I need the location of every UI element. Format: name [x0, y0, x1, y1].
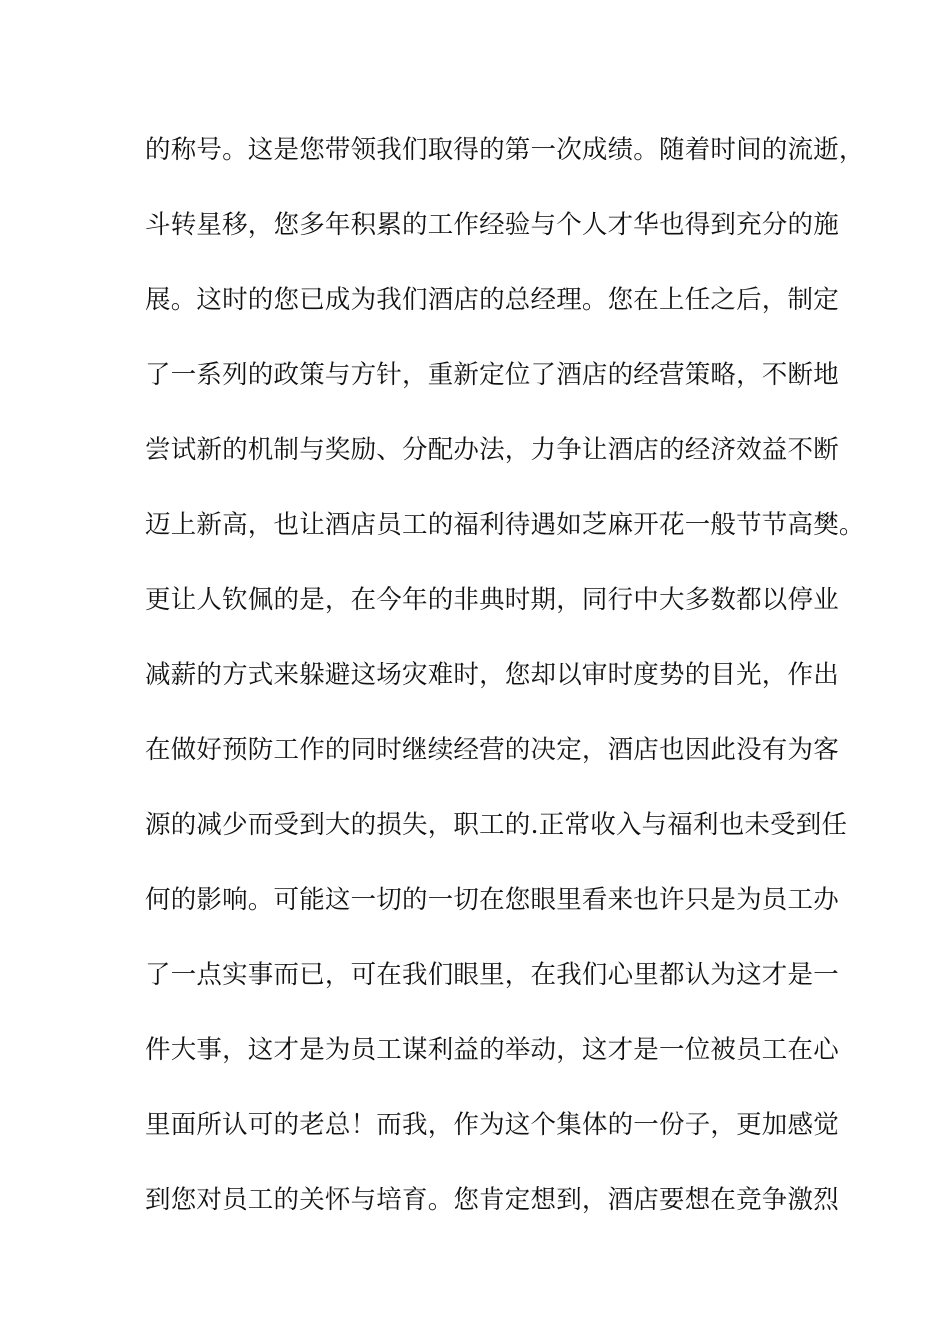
text-line-7: 更让人钦佩的是，在今年的非典时期，同行中大多数都以停业	[145, 585, 839, 615]
text-line-12: 了一点实事而已，可在我们眼里，在我们心里都认为这才是一	[145, 960, 839, 990]
text-line-10: 源的减少而受到大的损失，职工的.正常收入与福利也未受到任	[145, 810, 848, 840]
text-line-1: 的称号。这是您带领我们取得的第一次成绩。随着时间的流逝，	[145, 135, 865, 165]
text-line-15: 到您对员工的关怀与培育。您肯定想到，酒店要想在竞争激烈	[145, 1185, 839, 1215]
text-line-8: 减薪的方式来躲避这场灾难时，您却以审时度势的目光，作出	[145, 660, 839, 690]
text-line-3: 展。这时的您已成为我们酒店的总经理。您在上任之后，制定	[145, 285, 839, 315]
text-line-9: 在做好预防工作的同时继续经营的决定，酒店也因此没有为客	[145, 735, 839, 765]
text-line-4: 了一系列的政策与方针，重新定位了酒店的经营策略，不断地	[145, 360, 839, 390]
text-line-6: 迈上新高，也让酒店员工的福利待遇如芝麻开花一般节节高樊。	[145, 510, 865, 540]
text-line-5: 尝试新的机制与奖励、分配办法，力争让酒店的经济效益不断	[145, 435, 839, 465]
text-line-13: 件大事，这才是为员工谋利益的举动，这才是一位被员工在心	[145, 1035, 839, 1065]
body-text	[145, 128, 865, 1253]
text-line-14: 里面所认可的老总！而我，作为这个集体的一份子，更加感觉	[145, 1110, 839, 1140]
text-line-11: 何的影响。可能这一切的一切在您眼里看来也许只是为员工办	[145, 885, 839, 915]
text-line-2: 斗转星移，您多年积累的工作经验与个人才华也得到充分的施	[145, 210, 839, 240]
